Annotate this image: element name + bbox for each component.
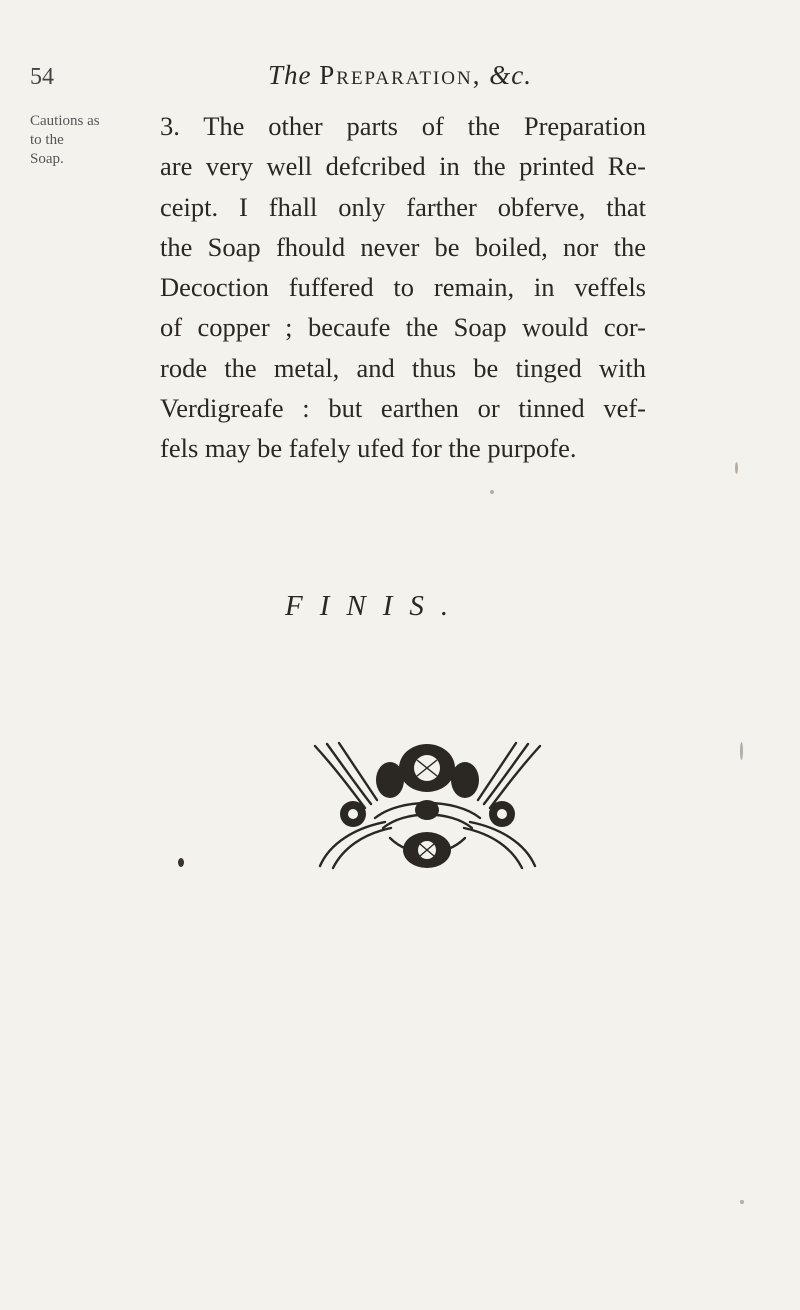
paragraph: [160, 106, 646, 469]
paragraph-line: 3. The other parts of the Preparation: [160, 111, 646, 141]
paragraph-line: rode the metal, and thus be tinged with: [160, 352, 646, 383]
paragraph-line: the Soap fhould never be boiled, nor the: [160, 231, 646, 262]
running-head-title: The: [268, 60, 312, 90]
paragraph-line: Verdigreafe : but earthen or tinned vef-: [160, 393, 646, 424]
paper-speck: [490, 490, 494, 494]
paragraph-line: of copper ; becaufe the Soap would cor-: [160, 312, 646, 343]
paragraph-line: fels may be fafely ufed for the purpofe.: [160, 433, 577, 464]
running-head-section: Preparation,: [319, 60, 482, 90]
paper-speck: [740, 1200, 744, 1204]
paper-speck: [735, 462, 738, 474]
tailpiece-ornament-icon: [305, 738, 550, 873]
paper-speck: [178, 858, 184, 867]
paragraph-line: ceipt. I fhall only farther obferve, that: [160, 191, 646, 222]
paragraph-line: are very well defcribed in the printed Re-: [160, 151, 646, 182]
paper-speck: [740, 742, 743, 760]
margin-note: Cautions as to the Soap.: [30, 113, 100, 167]
running-head: [268, 60, 532, 91]
page-number: 54: [30, 64, 54, 90]
finis-heading: FINIS.: [285, 590, 466, 622]
paragraph-line: Decoction fuffered to remain, in veffels: [160, 272, 646, 303]
running-head-etc: &c.: [489, 60, 533, 90]
